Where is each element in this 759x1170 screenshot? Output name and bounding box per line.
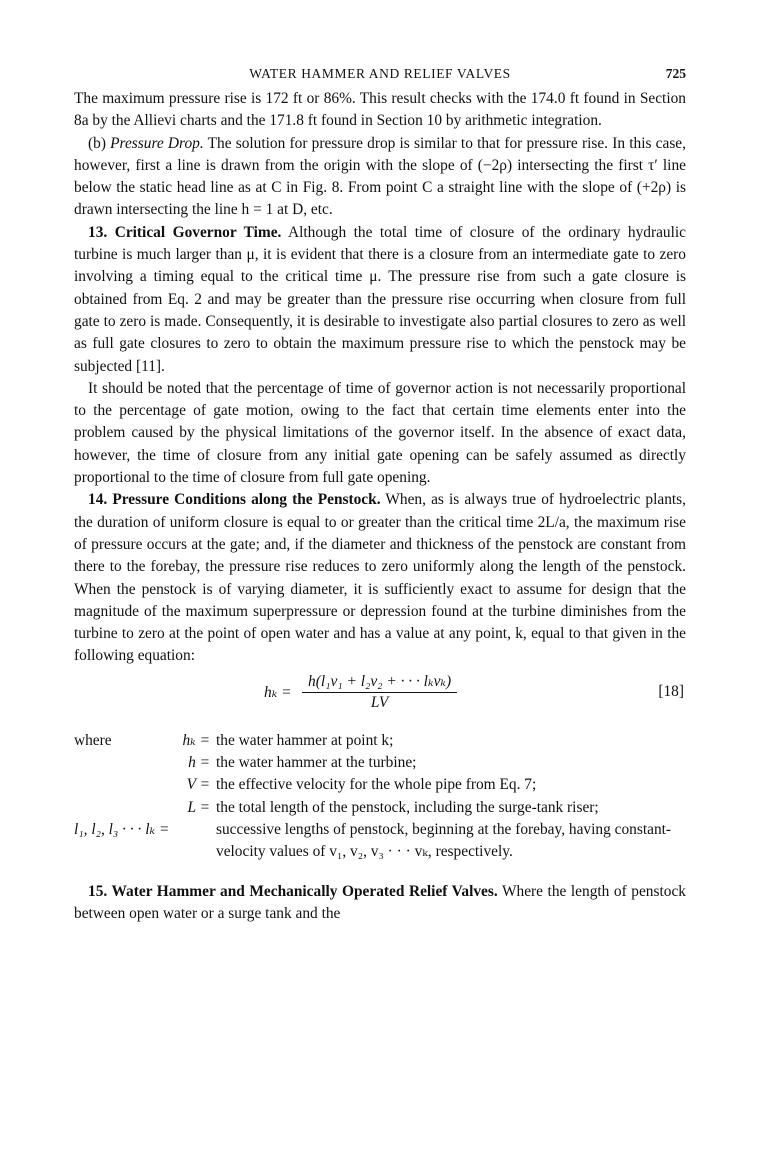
definition-row [74,797,686,819]
section-15-text: Where the length of penstock between open water or a surge tank and the [74,882,686,923]
definition-text: the effective velocity for the whole pipe from Eq. 7; [216,776,537,794]
paragraph-pressure-drop [74,133,686,222]
equation-lhs: hₖ = [264,683,292,701]
definition-row [74,730,686,752]
section-13-paragraph-2: It should be noted that the percentage of time of governor action is not necessarily proportional to the percentage of gate motion, owing to the fact that certain time elements enter into the problem caused by the physical limitations of the governor itself. In the absence of exact data, however, the time of closure from any initial gate opening can be safely assumed as directly proportional to the time of closure from full gate opening. [74,379,686,487]
equation-fraction [302,672,457,713]
running-title: WATER HAMMER AND RELIEF VALVES [249,66,511,81]
definition-text: successive lengths of penstock, beginning at the forebay, having constant-velocity values of v₁, v₂, v₃ · · · vₖ, respectively. [216,820,672,860]
page [74,66,686,926]
definition-text: the total length of the penstock, including the surge-tank riser; [216,798,599,816]
definition-symbol: L = [187,798,210,816]
section-13-heading: 13. Critical Governor Time. [88,223,282,241]
section-15-heading: 15. Water Hammer and Mechanically Operated Relief Valves. [88,882,498,900]
running-header [74,66,686,88]
definition-symbol: l₁, l₂, l₃ · · · lₖ = [74,820,170,838]
equation-numerator: h(l₁v₁ + l₂v₂ + · · · lₖvₖ) [302,672,457,693]
definition-text: the water hammer at point k; [216,731,394,749]
pressure-drop-label: (b) [88,134,111,152]
section-14 [74,489,686,667]
section-13-text: Although the total time of closure of the ordinary hydraulic turbine is much larger than μ, it is evident that there is a closure from an intermediate gate to zero involving a timing equal to the critical time μ. The pressure rise from such a gate closure is obtained from Eq. 2 and may be greater than the pressure rise occurring when closure from full gate to zero is made. Consequently, it is desirable to investigate also partial closures to zero as well as full gate closures to zero to obtain the maximum pressure rise to which the penstock may be subjected [11]. [74,223,686,375]
section-14-text: When, as is always true of hydroelectric plants, the duration of uniform closure is equal to or greater than the critical time 2L/a, the maximum rise of pressure occurs at the gate; and, if the diameter and thickness of the penstock are constant from there to the forebay, the pressure rise reduces to zero uniformly along the length of the penstock. When the penstock is of varying diameter, it is sufficiently exact to assume for design that the magnitude of the maximum superpressure or depression found at the turbine diminishes from the turbine to zero at the point of open water and has a value at any point, k, equal to that given in the following equation: [74,491,687,665]
pressure-drop-text: The solution for pressure drop is similar to that for pressure rise. In this case, however, first a line is drawn from the origin with the slope of (−2ρ) intersecting the first τ′ line below the static head line as at C in Fig. 8. From point C a straight line with the slope of (+2ρ) is drawn intersecting the line h = 1 at D, etc. [74,134,686,219]
page-number: 725 [665,66,686,81]
equation-denominator: LV [370,693,389,711]
paragraph-result: The maximum pressure rise is 172 ft or 86%. This result checks with the 174.0 ft found in Section 8a by the Allievi charts and the 171.8 ft found in Section 10 by arithmetic integration. [74,90,686,130]
definitions-list [74,730,686,863]
definition-symbol: h = [188,754,210,772]
definition-row [74,774,686,796]
definition-row [74,752,686,774]
definition-symbol: hₖ = [182,731,210,749]
where-label: where [74,731,112,749]
section-14-heading: 14. Pressure Conditions along the Penstock. [88,491,381,509]
section-15 [74,881,686,926]
definition-text: the water hammer at the turbine; [216,754,417,772]
definition-row [74,819,686,863]
definition-symbol: V = [186,776,210,794]
equation-number: [18] [658,682,684,700]
pressure-drop-title: Pressure Drop. [110,134,204,152]
section-13 [74,222,686,378]
equation-18 [74,672,686,716]
